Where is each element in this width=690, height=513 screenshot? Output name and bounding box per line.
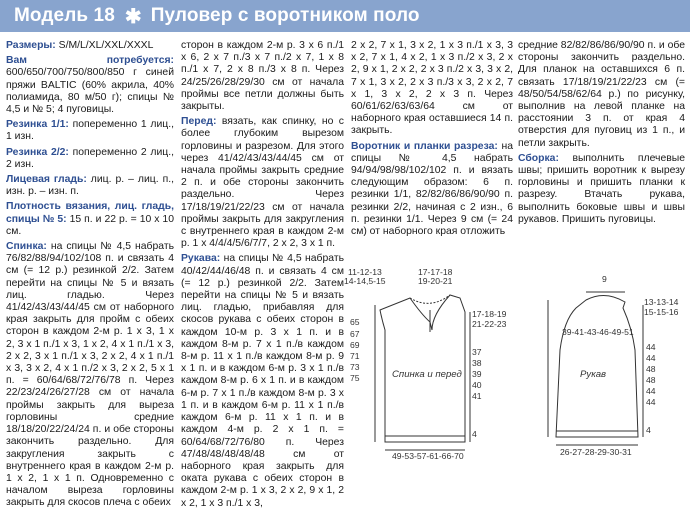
paragraph (6, 40, 174, 52)
height-5: 73 (350, 362, 360, 372)
sleeve-width-dim: 26-27-28-29-30-31 (560, 447, 632, 457)
section-label: Резинка 2/2: (6, 146, 69, 158)
side-dim-4: 40 (472, 380, 482, 390)
section-text: на спицы № 4,5 набрать 94/94/98/98/102/102 п. и вязать следующим образом: 6 п. резинки 1/1, 82/82/86/86/90/90 п. резинки 2/2, начиная с 2 изн., 6 п. резинки 1/1. Через 9 см (= 24 см) от наборного края отложить (351, 140, 513, 238)
cap-dim-2: 15-15-16 (644, 307, 679, 317)
section-text: сторон в каждом 2-м р. 3 х 6 п./1 х 6, 2 х 7 п./3 х 7 п./2 х 7, 1 х 8 п./1 х 7, 2 х 8 п./3 х 8 п. Через 24/25/26/28/29/30 см от начала проймы все петли должны быть закрыты. (181, 40, 344, 113)
section-text: выполнить плечевые швы; пришить воротник к вырезу горловины и пришить планки к разрезу. Втачать рукава, выполнить боковые швы и швы рукавов. Пришить пуговицы. (518, 152, 685, 225)
paragraph (181, 116, 344, 250)
sleeve-len-6: 44 (646, 397, 656, 407)
page-header (0, 0, 690, 32)
dim-top-left-2: 14-14,5-15 (344, 276, 386, 286)
side-dim-5: 41 (472, 391, 482, 401)
height-2: 67 (350, 329, 360, 339)
slit-dim-2: 21-22-23 (472, 319, 507, 329)
paragraph (181, 40, 344, 113)
paragraph (6, 147, 174, 171)
height-4: 71 (350, 351, 360, 361)
slit-dim-1: 17-18-19 (472, 309, 507, 319)
section-text: лиц. р. – лиц. п., изн. р. – изн. п. (6, 174, 174, 198)
section-label: Лицевая гладь: (6, 174, 87, 186)
section-text: 600/650/700/750/800/850 г синей пряжи BALTIC (60% акрила, 40% полиамида, 80 м/50 г); спицы № 4,5 и № 5; 4 пуговицы. (6, 67, 174, 116)
paragraph (351, 40, 513, 138)
side-dim-1: 37 (472, 347, 482, 357)
schematic-drawing (340, 240, 690, 464)
pattern-diagram (340, 240, 690, 464)
sleeve-len-3: 48 (646, 364, 656, 374)
side-dim-3: 39 (472, 369, 482, 379)
dim-top-right-2: 19-20-21 (418, 276, 453, 286)
paragraph (351, 141, 513, 239)
bottom-rib-dim: 4 (472, 429, 477, 439)
sleeve-len-2: 44 (646, 353, 656, 363)
paragraph (6, 55, 174, 116)
sleeve-outline (556, 295, 638, 437)
section-label: Рукава: (181, 253, 221, 265)
section-label: Воротник и планки разреза: (351, 140, 498, 152)
paragraph (6, 174, 174, 198)
section-label: Резинка 1/1: (6, 119, 69, 131)
sleeve-len-5: 44 (646, 386, 656, 396)
sleeve-top-dim: 9 (602, 274, 607, 284)
height-6: 75 (350, 373, 360, 383)
front-back-label: Спинка и перед (392, 369, 462, 380)
side-dim-2: 38 (472, 358, 482, 368)
body-width-dim: 49-53-57-61-66-70 (392, 451, 464, 461)
section-label: Перед: (181, 116, 217, 128)
model-number: Модель 18 (14, 5, 115, 26)
section-text: 15 п. и 22 р. = 10 х 10 см. (6, 213, 174, 237)
dim-top-right-1: 17-17-18 (418, 267, 453, 277)
section-text: 2 х 2, 7 х 1, 3 х 2, 1 х 3 п./1 х 3, 3 х 2, 7 х 1, 4 х 2, 1 х 3 п./2 х 3, 2 х 2, 9 х 1, 2 х 2, 2 х 3 п./2 х 3, 3 х 2, 7 х 1, 3 х 2, 2 х 3 п./3 х 3, 2 х 2, 7 х 1, 3 х 2, 2 х 3 п. Через 60/61/62/63/63/64 см от наборного края оставшиеся 14 п. закрыть. (351, 40, 513, 137)
section-text: на спицы № 4,5 набрать 40/42/44/46/48 п. и связать 4 см (= 12 р.) резинкой 2/2. Затем перейти на спицы № 5 и вязать лиц. гладью, прибавляя для скосов рукава с обеих сторон в каждом 10-м р. 3 х 1 п. и в каждом 8-м р. 7 х 1 п./в каждом 8-м р. 11 х 1 п./в каждом 8-м р. 9 х 1 п. и в каждом 6-м р. 3 х 1 п./в каждом 8-м р. 6 х 1 п. и в каждом 6-м р. 7 х 1 п./в каждом 8-м р. 3 х 1 п. и в каждом 6-м р. 11 х 1 п./в каждом 6-м р. 11 х 1 п. и в каждом 4-м р. 2 х 1 п. = 60/64/68/72/76/80 п. Через 47/48/48/48/48/48 см от наборного края закрыть для оката рукава с обеих сторон в каждом 2-м р. 1 х 3, 2 х 2, 9 х 1, 2 х 2, 1 х 3 п./1 х 3, (181, 253, 344, 509)
page-title: Пуловер с воротником поло (150, 5, 420, 26)
dim-top-left-1: 11-12-13 (348, 267, 382, 277)
section-label: Спинка: (6, 241, 47, 253)
paragraph (518, 40, 685, 150)
cap-dim-1: 13-13-14 (644, 297, 679, 307)
text-column-1 (6, 40, 174, 513)
paragraph (181, 253, 344, 509)
section-text: вязать, как спинку, но с более глубоким вырезом горловины и разрезом. Для этого через 41/42/43/43/44/45 см от начала проймы закрыть средние 2 п. и обе стороны закончить раздельно. Через 17/18/19/21/22/23 см от начала проймы закрыть для закругления с внутреннего края в каждом 2-м р. 1 х 4/4/4/5/6/7/7, 2 х 2, 3 х 1 п. (181, 116, 344, 250)
sleeve-len-4: 48 (646, 375, 656, 385)
section-text: на спицы № 4,5 набрать 76/82/88/94/102/108 п. и связать 4 см (= 12 р.) резинкой 2/2. Затем перейти на спицы № 5 и вязать лиц. гладью. Через 41/42/43/43/44/45 см от наборного края закрыть для пройм с обеих сторон в каждом 2-м р. 1 х 3, 1 х 2, 3 х 1 п./1 х 3, 1 х 2, 4 х 1 п./1 х 3, 2 х 2, 3 х 1 п./1 х 3, 2 х 2, 4 х 1 п./1 х 3, 3 х 2, 4 х 1 п./2 х 3, 2 х 2, 5 х 1 п. = 60/64/68/72/76/78 п. Через 22/23/24/26/27/28 см от начала проймы закрыть для выреза горловины средние 18/18/20/22/24/24 п. и обе стороны закончить раздельно. Для закругления закрыть с внутреннего края в каждом 2-м р. 1 х 2, 1 х 1 п. Одновременно с началом выреза горловины закрыть для скосов плеча с обеих (6, 241, 174, 509)
section-text: средние 82/82/86/86/90/90 п. и обе стороны закончить раздельно. Для планок на оставшихся 6 п. связать 17/18/19/21/22/23 см (= 48/50/54/58/62/64 р.) по рисунку, выполнив на левой планке на расстоянии 3 п. от края 4 отверстия для пуговиц из 1 п., и петли закрыть. (518, 40, 685, 149)
star-icon: ✱ (124, 5, 142, 28)
paragraph (518, 153, 685, 226)
text-column-3 (351, 40, 513, 241)
sleeve-upper-dim: 39-41-43-46-49-51 (562, 327, 634, 337)
paragraph (6, 241, 174, 509)
sleeve-rib-dim: 4 (646, 425, 651, 435)
height-3: 69 (350, 340, 360, 350)
height-1: 65 (350, 317, 360, 327)
text-column-2 (181, 40, 344, 513)
sleeve-label: Рукав (580, 369, 607, 380)
section-label: Размеры: (6, 40, 56, 51)
section-label: Плотность вязания, лиц. гладь, спицы № 5: (6, 201, 174, 225)
section-text: попеременно 1 лиц., 1 изн. (6, 119, 174, 143)
section-label: Вам потребуется: (6, 55, 174, 67)
section-text: S/M/L/XL/XXL/XXXL (55, 40, 154, 51)
sleeve-len-1: 44 (646, 342, 656, 352)
text-column-4 (518, 40, 685, 229)
paragraph (6, 201, 174, 238)
paragraph (6, 119, 174, 143)
section-label: Сборка: (518, 152, 559, 164)
section-text: попеременно 2 лиц., 2 изн. (6, 146, 174, 170)
